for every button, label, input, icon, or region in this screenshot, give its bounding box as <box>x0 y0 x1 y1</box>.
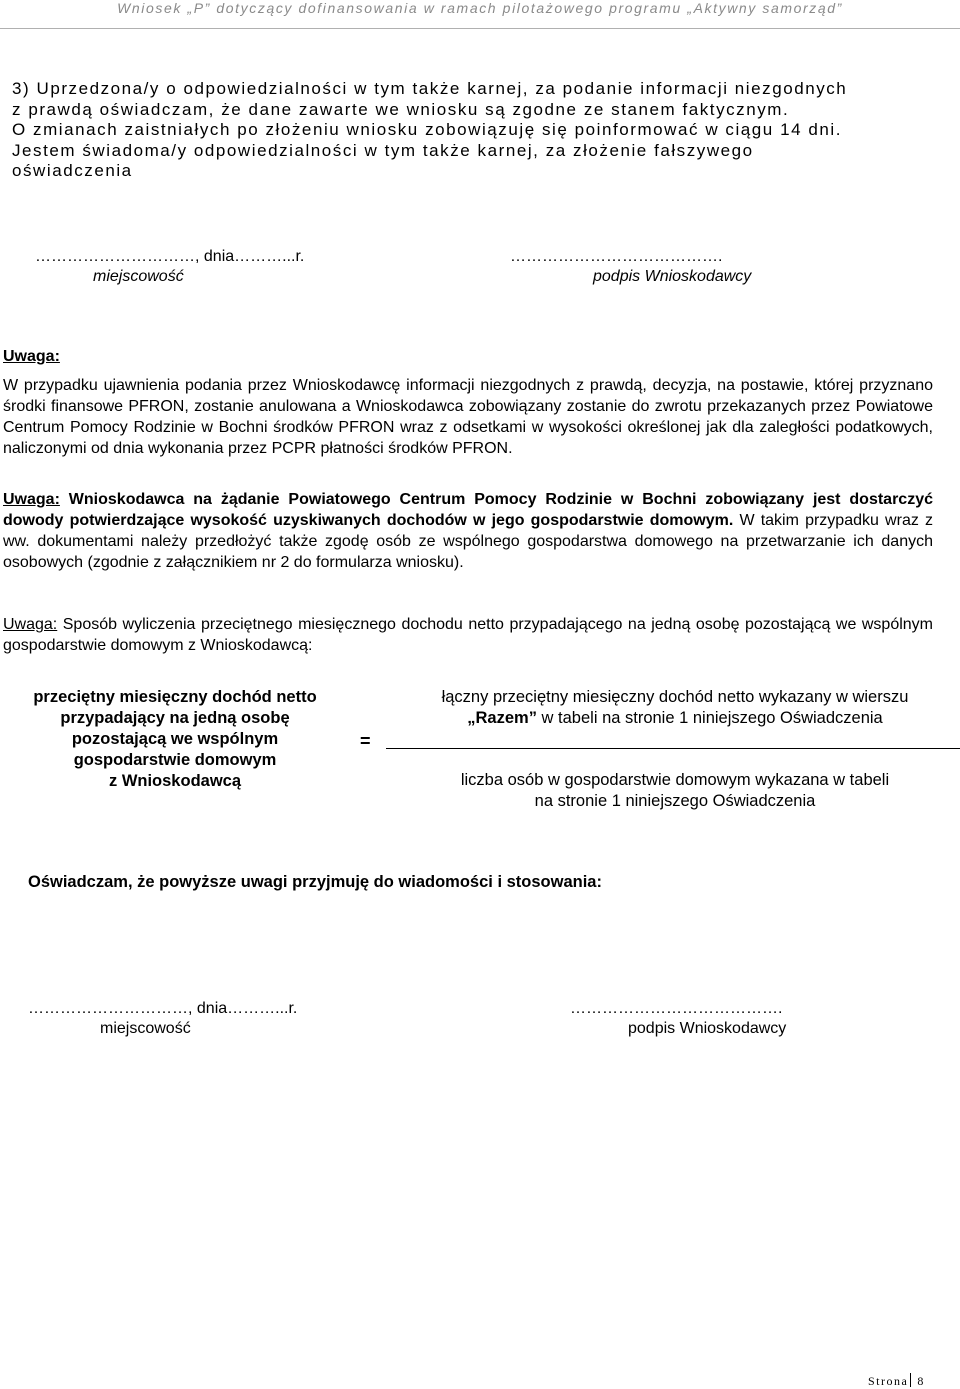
numerator-line-2-rest: w tabeli na stronie 1 niniejszego Oświadczenia <box>536 709 883 727</box>
statement-line-2: z prawdą oświadczam, że dane zawarte we wniosku są zgodne ze stanem faktycznym. <box>12 100 790 119</box>
formula-left-line: gospodarstwie domowym <box>73 751 277 769</box>
statement-line-1: 3) Uprzedzona/y o odpowiedzialności w tym także karnej, za podanie informacji niezgodnych <box>12 79 848 98</box>
page-number <box>868 1373 925 1389</box>
note-2-heading: Uwaga: <box>3 491 60 508</box>
page-header: Wniosek „P” dotyczący dofinansowania w ramach pilotażowego programu „Aktywny samorząd” <box>117 0 843 16</box>
place-label: miejscowość <box>93 268 184 285</box>
formula-left-line: przeciętny miesięczny dochód netto <box>33 688 317 706</box>
page-number-value: 8 <box>917 1374 925 1388</box>
formula-left-line: pozostającą we wspólnym <box>71 730 279 748</box>
note-3-heading: Uwaga: <box>3 616 58 633</box>
signature-field[interactable]: …………………………………. <box>510 248 723 265</box>
statement-line-4: Jestem świadoma/y odpowiedzialności w tym także karnej, za złożenie fałszywego <box>12 141 754 160</box>
note-2-text: W takim przypadku wraz z ww. dokumentami należy przedłożyć także zgodę osób ze wspólnego gospodarstwa domowego na przetwarzanie ich danych osobowych (zgodnie z załącznikiem nr 2 do formularza wniosku). <box>3 512 934 571</box>
fraction-line <box>386 748 960 749</box>
statement-line-3: O zmianach zaistniałych po złożeniu wniosku zobowiązuję się poinformować w ciągu 14 dni. <box>12 120 842 139</box>
place-date-field-2[interactable]: …………………………, dnia………...r. <box>28 1000 298 1017</box>
formula-left-line: z Wnioskodawcą <box>108 772 242 790</box>
declaration-text: Oświadczam, że powyższe uwagi przyjmuję do wiadomości i stosowania: <box>28 873 602 891</box>
signature-label: podpis Wnioskodawcy <box>593 268 752 285</box>
razem-label: „Razem” <box>467 709 537 727</box>
formula-denominator <box>380 770 960 812</box>
statement-line-5: oświadczenia <box>12 161 133 180</box>
formula-left-side <box>0 687 350 792</box>
formula-numerator <box>380 687 960 729</box>
note-3 <box>3 614 933 656</box>
note-1-heading: Uwaga: <box>3 348 60 365</box>
equals-sign: = <box>360 731 371 751</box>
signature-field-2[interactable]: …………………………………. <box>570 1000 783 1017</box>
place-label-2: miejscowość <box>100 1020 191 1037</box>
place-date-field[interactable]: …………………………, dnia………...r. <box>35 248 305 265</box>
signature-label-2: podpis Wnioskodawcy <box>628 1020 787 1037</box>
note-1-text: W przypadku ujawnienia podania przez Wnioskodawcę informacji niezgodnych z prawdą, decyzja, na postawie, której przyznano środki finansowe PFRON, zostanie anulowana a Wnioskodawca zobowiązany zostanie do zwrotu przekazanych przez Powiatowe Centrum Pomocy Rodzinie w Bochni środków PFRON wraz z odsetkami w wysokości określonej jak dla zaległości podatkowych, naliczonymi od dnia wykonania przez PCPR płatności środków PFRON. <box>3 377 933 457</box>
note-2-bold-text: Wnioskodawca na żądanie Powiatowego Centrum Pomocy Rodzinie w Bochni zobowiązany jest dostarczyć dowody potwierdzające wysokość uzyskiwanych dochodów w jego gospodarstwie domowym. <box>3 491 933 529</box>
denominator-line-2: na stronie 1 niniejszego Oświadczenia <box>534 792 816 810</box>
note-3-text: Sposób wyliczenia przeciętnego miesięcznego dochodu netto przypadającego na jedną osobę pozostającą we wspólnym gospodarstwie domowym z Wnioskodawcą: <box>3 616 933 654</box>
page-label: Strona <box>868 1374 909 1388</box>
numerator-line-1: łączny przeciętny miesięczny dochód netto wykazany w wierszu <box>441 688 909 706</box>
note-2 <box>3 489 933 573</box>
formula-left-line: przypadający na jedną osobę <box>60 709 290 727</box>
page-number-divider <box>910 1373 911 1387</box>
numerator-line-2 <box>380 708 960 729</box>
header-divider <box>0 28 960 29</box>
denominator-line-1: liczba osób w gospodarstwie domowym wykazana w tabeli <box>460 771 890 789</box>
